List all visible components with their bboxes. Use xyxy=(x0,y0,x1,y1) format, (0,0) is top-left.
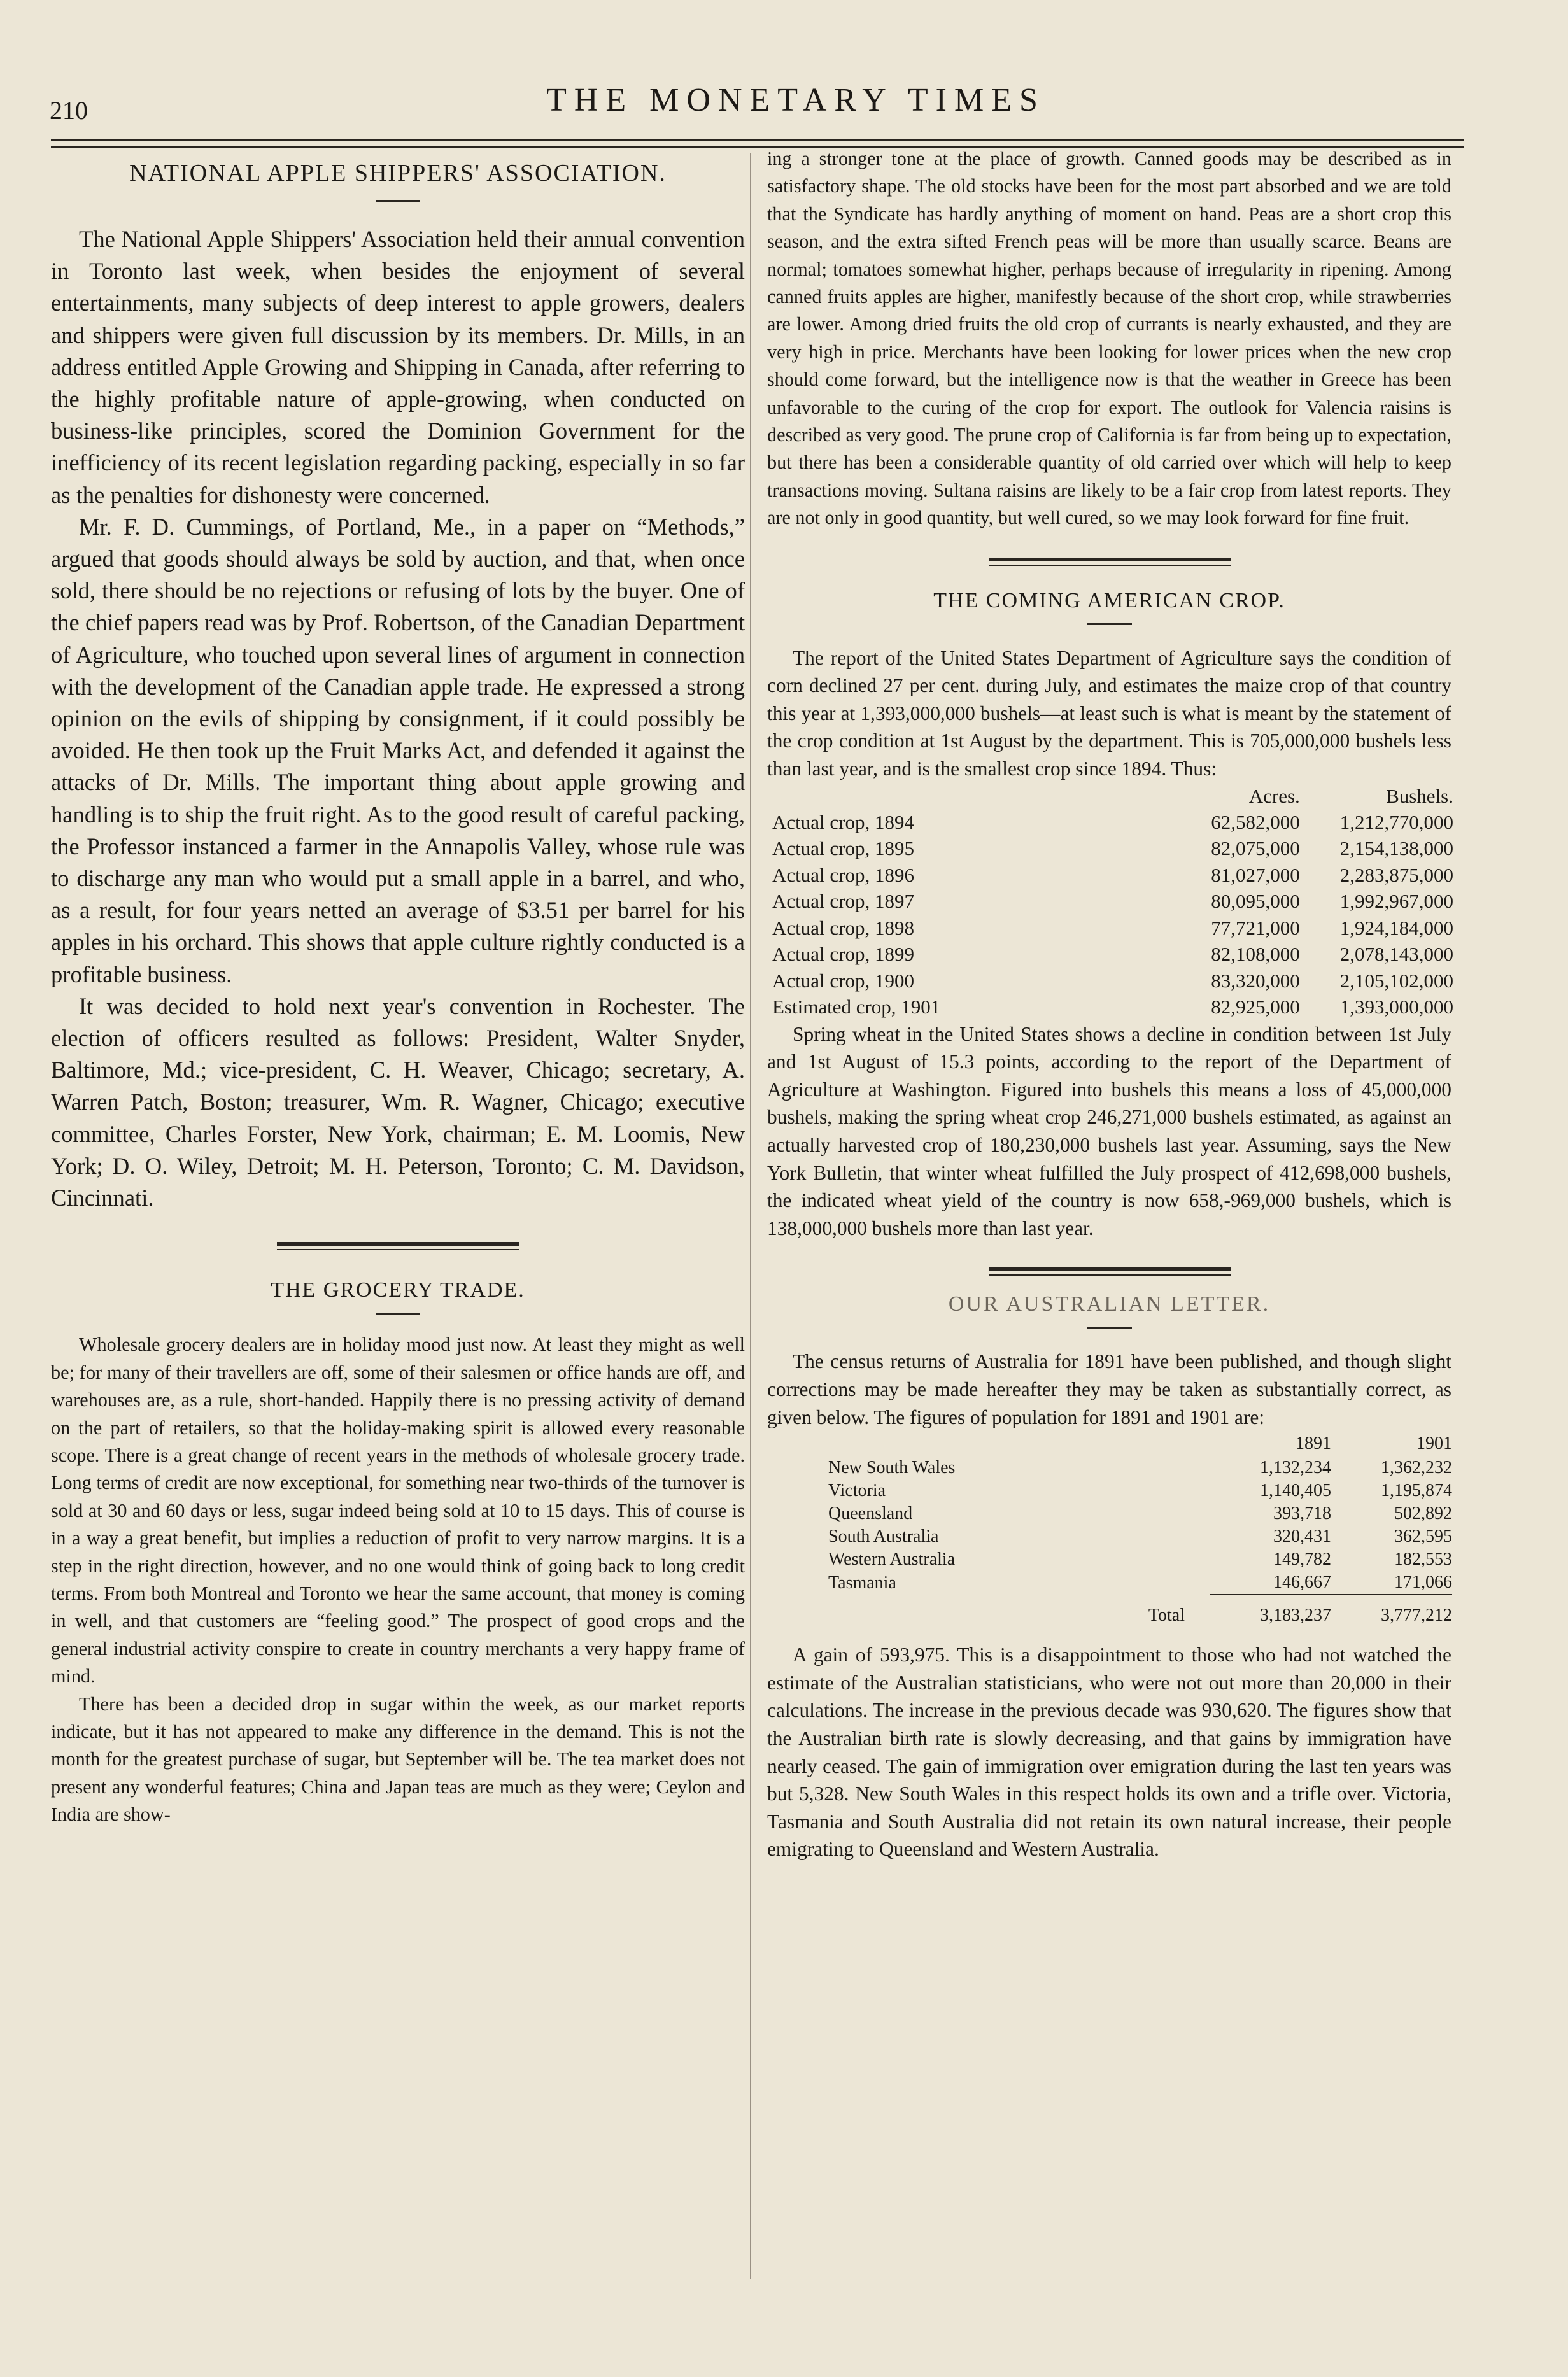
col-header-1891: 1891 xyxy=(1296,1434,1331,1454)
apple-paragraph: Mr. F. D. Cummings, of Portland, Me., in a paper on “Methods,” argued that goods should always be sold by auction, and that, when once sold, there should be no rejections or refusing of lots by the buyer. One of the chief papers read was by Prof. Robertson, of the Canadian Department of Agriculture, who touched upon several lines of argument in connection with the development of the Canadian apple trade. He expressed a strong opinion on the evils of shipping by consignment, if it could possibly be avoided. He then took up the Fruit Marks Act, and defended it against the attacks of Dr. Mills. The important thing about apple growing and handling is to ship the fruit right. As to the good result of careful packing, the Professor instanced a farmer in the Annapolis Valley, whose rule was to discharge any man who would put a small apple in a barrel, and who, as a result, for four years netted an average of $3.51 per barrel for his apples in his orchard. This shows that apple culture rightly conducted is a profitable business. xyxy=(51,513,745,987)
population-cell-state: New South Wales xyxy=(828,1458,956,1478)
title-dash xyxy=(1087,623,1132,625)
population-row xyxy=(828,1502,1452,1525)
crop-cell-label: Actual crop, 1900 xyxy=(772,969,914,992)
population-cell-state: Tasmania xyxy=(828,1572,896,1593)
crop-cell-bushels: 1,924,184,000 xyxy=(1339,916,1453,939)
right-column xyxy=(767,145,1451,1863)
section-divider xyxy=(277,1242,519,1250)
crop-cell-bushels: 2,283,875,000 xyxy=(1339,863,1453,886)
crop-row xyxy=(772,941,1453,968)
crop-cell-label: Actual crop, 1898 xyxy=(772,916,914,939)
american-crop-article xyxy=(767,589,1451,1243)
population-cell-y1891: 393,718 xyxy=(1273,1504,1331,1524)
australian-article-title: OUR AUSTRALIAN LETTER. xyxy=(948,1292,1271,1316)
crop-row xyxy=(772,809,1453,836)
population-row xyxy=(828,1457,1452,1479)
crop-cell-bushels: 1,393,000,000 xyxy=(1339,996,1453,1019)
crop-row xyxy=(772,968,1453,994)
crop-row xyxy=(772,835,1453,862)
population-table xyxy=(828,1431,1452,1627)
crop-cell-acres: 83,320,000 xyxy=(1211,969,1300,992)
population-cell-y1901: 1,195,874 xyxy=(1381,1481,1452,1501)
masthead: THE MONETARY TIMES xyxy=(546,82,1045,118)
crop-row xyxy=(772,994,1453,1020)
column-separator xyxy=(750,153,751,2279)
col-header-acres: Acres. xyxy=(1248,784,1300,807)
header-rule-thick xyxy=(51,139,1464,141)
population-row xyxy=(828,1571,1452,1595)
american-intro: The report of the United States Department of Agriculture says the condition of corn declined 27 per cent. during July, and estimates the maize crop of that country this year at 1,393,000,000 bushels—at least such is what is meant by the statement of the crop condition at 1st August by the department. This is 705,000,000 bushels less than last year, and is the smallest crop since 1894. Thus: xyxy=(767,646,1451,780)
population-cell-y1891: 1,132,234 xyxy=(1260,1458,1331,1478)
crop-cell-label: Actual crop, 1897 xyxy=(772,890,914,913)
crop-cell-acres: 80,095,000 xyxy=(1211,890,1300,913)
crop-cell-acres: 82,925,000 xyxy=(1211,996,1300,1019)
title-dash xyxy=(1087,1327,1132,1329)
grocery-paragraph: There has been a decided drop in sugar within the week, as our market reports indicate, but it has not appeared to make any difference in the demand. This is not the month for the greatest purchase of sugar, but September will be. The tea market does not present any wonderful features; China and Japan teas are much as they were; Ceylon and India are show- xyxy=(51,1693,745,1826)
crop-cell-label: Actual crop, 1899 xyxy=(772,943,914,966)
crop-cell-acres: 62,582,000 xyxy=(1211,810,1300,833)
population-cell-state: Victoria xyxy=(828,1481,886,1501)
crop-row xyxy=(772,888,1453,915)
crop-row xyxy=(772,915,1453,942)
grocery-trade-article xyxy=(51,1278,745,1828)
total-1891: 3,183,237 xyxy=(1210,1595,1331,1627)
crop-cell-bushels: 2,078,143,000 xyxy=(1339,943,1453,966)
left-column xyxy=(51,159,745,1829)
crop-cell-acres: 82,108,000 xyxy=(1211,943,1300,966)
grocery-paragraph: Wholesale grocery dealers are in holiday mood just now. At least they might as well be; for many of their travellers are off, some of their salesmen or office hands are off, and warehouses are, as a rule, short-handed. Happily there is no pressing activity of demand on the part of retailers, so that the holiday-making spirit is allowed every reasonable scope. There is a great change of recent years in the methods of wholesale grocery trade. Long terms of credit are now exceptional, for something near two-thirds of the turnover is sold at 30 and 60 days or less, sugar indeed being sold at 10 to 15 days. This of course is in a way a great benefit, but implies a reduction of profit to very narrow margins. It is a step in the right direction, however, and no one would think of going back to long credit terms. From both Montreal and Toronto we hear the same account, that money is coming in well, and that customers are “feeling good.” The prospect of good crops and the general industrial activity conspire to create in country merchants a very happy frame of mind. xyxy=(51,1334,745,1688)
crop-cell-label: Actual crop, 1896 xyxy=(772,863,914,886)
population-cell-y1891: 146,667 xyxy=(1273,1572,1331,1593)
population-cell-y1901: 1,362,232 xyxy=(1381,1458,1452,1478)
crop-cell-bushels: 2,154,138,000 xyxy=(1339,837,1453,860)
crop-cell-label: Actual crop, 1895 xyxy=(772,837,914,860)
total-label: Total xyxy=(1148,1605,1185,1625)
apple-paragraph: It was decided to hold next year's convention in Rochester. The election of officers resulted as follows: President, Walter Snyder, Baltimore, Md.; vice-president, C. H. Weaver, Chicago; secretary, A. Warren Patch, Boston; treasurer, Wm. R. Wagner, Chicago; executive committee, Charles Forster, New York, chairman; E. M. Loomis, New York; D. O. Wiley, Detroit; M. H. Peterson, Toronto; C. M. Davidson, Cincinnati. xyxy=(51,992,745,1211)
crop-row xyxy=(772,862,1453,889)
title-dash xyxy=(376,200,420,202)
page-number: 210 xyxy=(50,96,88,125)
section-divider xyxy=(989,1267,1231,1276)
title-dash xyxy=(376,1313,420,1315)
apple-paragraph: The National Apple Shippers' Association held their annual convention in Toronto last week, when besides the enjoyment of several entertainments, many subjects of deep interest to apple growers, dealers and shippers were given full discussion by its members. Dr. Mills, in an address entitled Apple Growing and Shipping in Canada, after referring to the highly profitable nature of apple-growing, when conducted on business-like principles, scored the Dominion Government for the inefficiency of its recent legislation regarding packing, especially in so far as the penalties for dishonesty were concerned. xyxy=(51,226,745,508)
apple-article-title: NATIONAL APPLE SHIPPERS' ASSOCIATION. xyxy=(129,160,667,187)
population-cell-state: Western Australia xyxy=(828,1549,956,1570)
crop-cell-bushels: 1,992,967,000 xyxy=(1339,890,1453,913)
total-1901: 3,777,212 xyxy=(1331,1595,1452,1627)
population-cell-y1901: 182,553 xyxy=(1394,1549,1452,1570)
crop-cell-bushels: 2,105,102,000 xyxy=(1339,969,1453,992)
crop-cell-bushels: 1,212,770,000 xyxy=(1339,810,1453,833)
apple-shippers-article xyxy=(51,159,745,1214)
australian-letter-article xyxy=(767,1292,1451,1863)
spring-wheat-paragraph: Spring wheat in the United States shows a decline in condition between 1st July and 1st August of 15.3 points, according to the report of the Department of Agriculture at Washington. Figured into bushels this means a loss of 45,000,000 bushels, making the spring wheat crop 246,271,000 bushels estimated, as against an actually harvested crop of 180,230,000 bushels last year. Assuming, says the New York Bulletin, that winter wheat fulfilled the July prospect of 412,698,000 bushels, the indicated wheat yield of the country is now 658,-969,000 bushels, which is 138,000,000 bushels more than last year. xyxy=(767,1022,1451,1239)
col-header-bushels: Bushels. xyxy=(1386,784,1453,807)
population-cell-y1891: 149,782 xyxy=(1273,1549,1331,1570)
grocery-paragraph-continued: ing a stronger tone at the place of growth. Canned goods may be described as in satisfactory shape. The old stocks have been for the most part absorbed and we are told that the Syndicate has hardly anything of moment on hand. Peas are a short crop this season, and the extra sifted French peas will be more than usually scarce. Beans are normal; tomatoes somewhat higher, perhaps because of irregularity in ripening. Among canned fruits apples are higher, manifestly because of the short crop, while strawberries are lower. Among dried fruits the old crop of currants is nearly exhausted, and they are very high in price. Merchants have been looking for lower prices when the new crop should come forward, but the intelligence now is that the weather in Greece has been unfavorable to the curing of the crop for export. The outlook for Valencia raisins is described as very good. The prune crop of California is far from being up to expectation, but there has been a considerable quantity of old carried over which will help to keep transactions moving. Sultana raisins are likely to be a fair crop from latest reports. They are not only in good quantity, but well cured, so we may look forward for fine fruit. xyxy=(767,148,1451,529)
population-cell-state: South Australia xyxy=(828,1527,939,1547)
population-cell-y1891: 1,140,405 xyxy=(1260,1481,1331,1501)
crop-cell-label: Estimated crop, 1901 xyxy=(772,996,941,1019)
population-cell-y1901: 171,066 xyxy=(1394,1572,1452,1593)
grocery-article-title: THE GROCERY TRADE. xyxy=(271,1278,525,1302)
population-cell-y1891: 320,431 xyxy=(1273,1527,1331,1547)
population-row xyxy=(828,1548,1452,1571)
crop-cell-label: Actual crop, 1894 xyxy=(772,810,914,833)
australian-conclusion: A gain of 593,975. This is a disappointment to those who had not watched the estimate of the Australian statisticians, who were not out more than 20,000 in their calculations. The increase in the previous decade was 930,620. The figures show that the Australian birth rate is slowly decreasing, and that gains by immigration have nearly ceased. The gain of immigration over emigration during the last ten years was but 5,328. New South Wales in this respect holds its own and a trifle over. Victoria, Tasmania and South Australia did not retain its own natural increase, their people emigrating to Queensland and Western Australia. xyxy=(767,1644,1451,1861)
crop-cell-acres: 77,721,000 xyxy=(1211,916,1300,939)
australian-intro: The census returns of Australia for 1891 have been published, and though slight corrections may be made hereafter they may be taken as substantially correct, as given below. The figures of population for 1891 and 1901 are: xyxy=(767,1350,1451,1428)
population-row xyxy=(828,1479,1452,1502)
population-cell-y1901: 362,595 xyxy=(1394,1527,1452,1547)
population-cell-y1901: 502,892 xyxy=(1394,1504,1452,1524)
american-article-title: THE COMING AMERICAN CROP. xyxy=(933,588,1285,612)
population-cell-state: Queensland xyxy=(828,1504,913,1524)
crop-cell-acres: 82,075,000 xyxy=(1211,837,1300,860)
col-header-1901: 1901 xyxy=(1416,1434,1452,1454)
section-divider xyxy=(989,558,1231,566)
corn-crop-table xyxy=(772,783,1453,1020)
crop-cell-acres: 81,027,000 xyxy=(1211,863,1300,886)
population-row xyxy=(828,1525,1452,1548)
